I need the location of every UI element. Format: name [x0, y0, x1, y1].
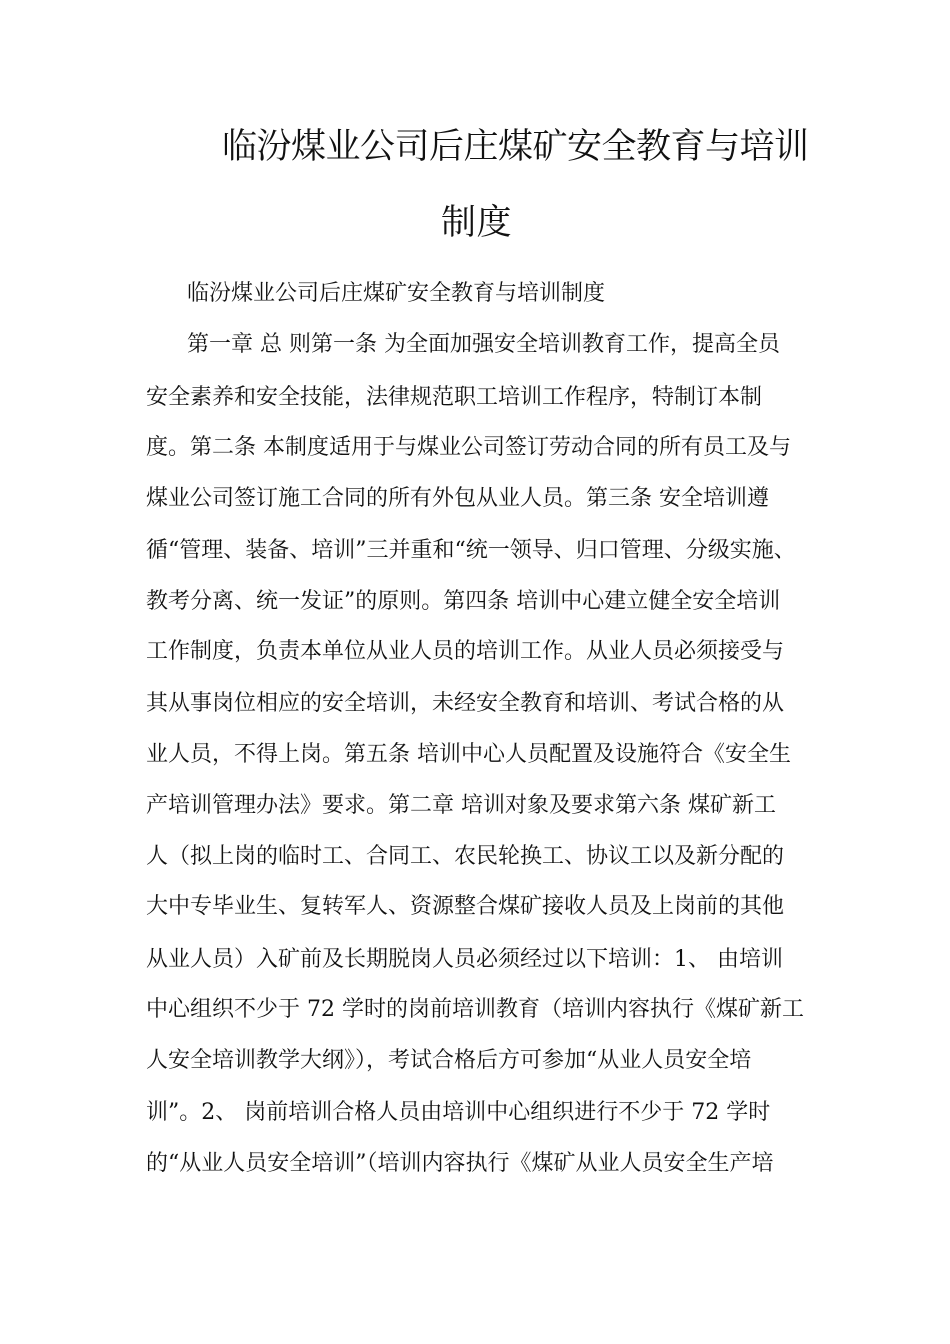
- body-line: 第一章 总 则第一条 为全面加强安全培训教育工作，提高全员: [187, 332, 780, 357]
- body-line: 人安全培训教学大纲》），考试合格后方可参加“从业人员安全培: [146, 1048, 752, 1073]
- body-line: 安全素养和安全技能，法律规范职工培训工作程序，特制订本制: [146, 385, 763, 410]
- body-line: 人（拟上岗的临时工、合同工、农民轮换工、协议工以及新分配的: [146, 844, 785, 869]
- body-line: 工作制度，负责本单位从业人员的培训工作。从业人员必须接受与: [146, 639, 785, 664]
- document-subtitle: 临汾煤业公司后庄煤矿安全教育与培训制度: [187, 281, 606, 306]
- body-line: 循“管理、装备、培训”三并重和“统一领导、归口管理、分级实施、: [146, 538, 796, 563]
- body-line: 的“从业人员安全培训”（培训内容执行《煤矿从业人员安全生产培: [146, 1151, 774, 1176]
- body-line: 业人员，不得上岗。第五条 培训中心人员配置及设施符合《安全生: [146, 742, 791, 767]
- body-line: 训”。2、 岗前培训合格人员由培训中心组织进行不少于 72 学时: [146, 1100, 771, 1125]
- body-line: 中心组织不少于 72 学时的岗前培训教育（培训内容执行《煤矿新工: [146, 997, 804, 1022]
- body-line: 煤业公司签订施工合同的所有外包从业人员。第三条 安全培训遵: [146, 486, 769, 511]
- body-line: 度。第二条 本制度适用于与煤业公司签订劳动合同的所有员工及与: [146, 435, 791, 460]
- document-title-line-1: 临汾煤业公司后庄煤矿安全教育与培训: [222, 127, 809, 167]
- body-line: 大中专毕业生、复转军人、资源整合煤矿接收人员及上岗前的其他: [146, 894, 785, 919]
- body-line: 从业人员）入矿前及长期脱岗人员必须经过以下培训：1、 由培训: [146, 947, 783, 972]
- document-title-line-2: 制度: [441, 203, 513, 243]
- body-line: 教考分离、统一发证”的原则。第四条 培训中心建立健全安全培训: [146, 589, 781, 614]
- body-line: 其从事岗位相应的安全培训，未经安全教育和培训、考试合格的从: [146, 691, 785, 716]
- body-line: 产培训管理办法》要求。第二章 培训对象及要求第六条 煤矿新工: [146, 793, 776, 818]
